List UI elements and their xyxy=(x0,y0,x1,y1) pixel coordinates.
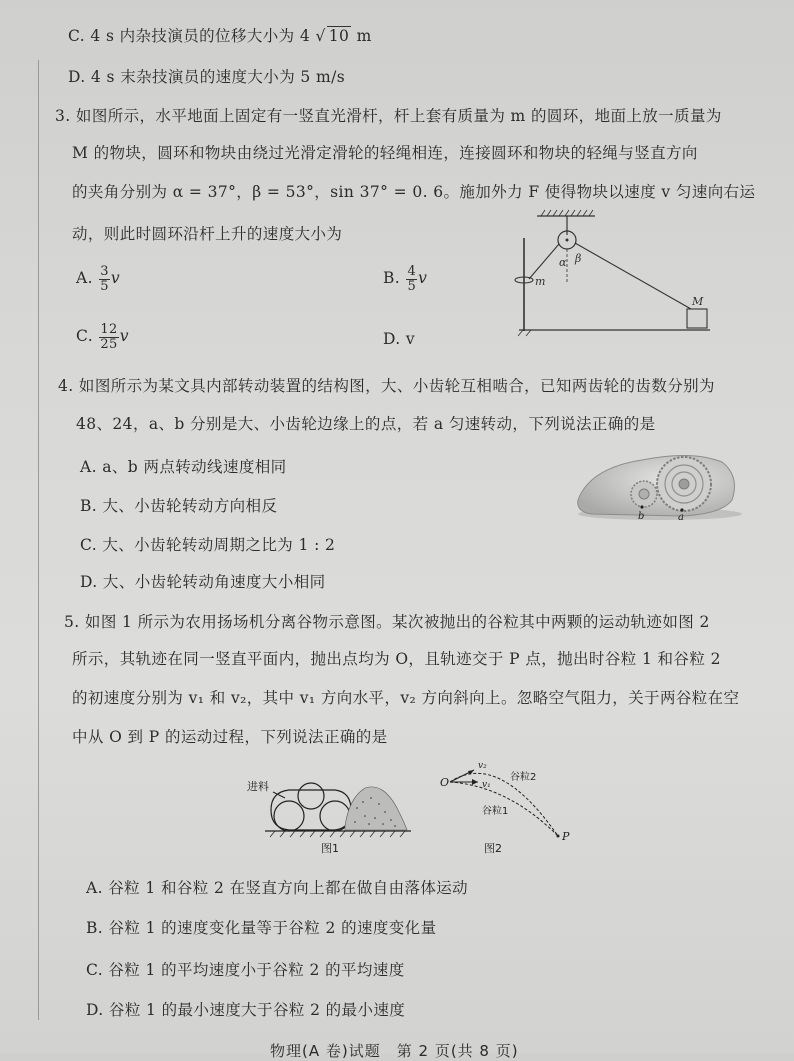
q5-fig1-winnower xyxy=(245,768,415,856)
block-M xyxy=(687,309,707,328)
q3-stem-line2: M 的物块，圆环和物块由绕过光滑定滑轮的轻绳相连，连接圆环和物块的轻绳与竖直方向 xyxy=(72,144,698,162)
q4-stem-line1: 4. 如图所示为某文具内部转动装置的结构图，大、小齿轮互相啮合，已知两齿轮的齿数分别为 xyxy=(58,377,715,395)
point-P-label: P xyxy=(562,830,570,843)
q3-stem-line4: 动，则此时圆环沿杆上升的速度大小为 xyxy=(72,225,343,243)
q5-option-d: D. 谷粒 1 的最小速度大于谷粒 2 的最小速度 xyxy=(86,1001,406,1019)
q3-option-c: C. $\frac{12}{25}$ v xyxy=(76,322,129,352)
q3-stem-line1: 3. 如图所示，水平地面上固定有一竖直光滑杆，杆上套有质量为 m 的圆环，地面上放一质量为 xyxy=(55,107,722,125)
left-roller xyxy=(274,801,304,831)
q4-option-a: A. a、b 两点转动线速度相同 xyxy=(80,458,287,476)
q5-stem-line4: 中从 O 到 P 的运动过程，下列说法正确的是 xyxy=(72,728,388,746)
trajectory-grain2 xyxy=(450,773,558,836)
beta-label: β xyxy=(575,252,582,265)
page-footer: 物理(A 卷)试题 第 2 页(共 8 页) xyxy=(270,1042,519,1060)
q3-option-a: A. $\frac{3}{5}$ v xyxy=(76,264,121,294)
block-label: M xyxy=(692,295,704,308)
alpha-label: α xyxy=(559,256,567,269)
q5-option-b: B. 谷粒 1 的速度变化量等于谷粒 2 的速度变化量 xyxy=(86,919,437,937)
point-O-label: O xyxy=(440,776,450,789)
q4-stem-line2: 48、24，a、b 分别是大、小齿轮边缘上的点，若 a 匀速转动，下列说法正确的是 xyxy=(76,415,656,433)
rope-to-block xyxy=(575,243,691,309)
q4-option-d: D. 大、小齿轮转动角速度大小相同 xyxy=(80,573,326,591)
q2-option-d: D. 4 s 末杂技演员的速度大小为 5 m/s xyxy=(68,68,346,86)
q4-option-c: C. 大、小齿轮转动周期之比为 1 : 2 xyxy=(80,536,336,554)
fig2-caption: 图2 xyxy=(484,842,502,855)
top-roller xyxy=(298,783,324,809)
q3-option-b: B. $\frac{4}{5}$ v xyxy=(383,264,428,294)
point-a-label: a xyxy=(678,512,684,522)
q5-stem-line1: 5. 如图 1 所示为农用扬场机分离谷物示意图。某次被抛出的谷粒其中两颗的运动轨迹如图 2 xyxy=(64,613,710,631)
grain-pile xyxy=(345,787,407,830)
grain2-label: 谷粒2 xyxy=(510,772,537,783)
q3-pulley-diagram xyxy=(495,208,720,340)
q3-option-d: D. v xyxy=(383,330,416,348)
fraction: $\frac{12}{25}$ xyxy=(100,322,118,352)
fig1-caption: 图1 xyxy=(321,842,339,855)
margin-rule xyxy=(38,60,39,1020)
q4-option-b: B. 大、小齿轮转动方向相反 xyxy=(80,497,278,515)
q5-option-c: C. 谷粒 1 的平均速度小于谷粒 2 的平均速度 xyxy=(86,961,405,979)
ring-label: m xyxy=(535,275,546,288)
v1-label: v₁ xyxy=(482,780,491,790)
feed-label: 进料 xyxy=(247,780,269,793)
grain1-label: 谷粒1 xyxy=(482,806,509,817)
rope-to-ring xyxy=(529,244,559,279)
q2-option-c: C. 4 s 内杂技演员的位移大小为 4 √ 10 m xyxy=(68,27,372,45)
fraction: $\frac{3}{5}$ xyxy=(100,264,109,294)
point-b-label: b xyxy=(638,511,645,522)
q4-gear-photo xyxy=(572,440,742,522)
q3-stem-line3: 的夹角分别为 α = 37°，β = 53°，sin 37° = 0. 6。施加外力 F 使得物块以速度 v 匀速向右运 xyxy=(72,183,756,201)
fraction: $\frac{4}{5}$ xyxy=(407,264,417,294)
q5-fig2-trajectories xyxy=(438,756,578,856)
sqrt-symbol: √ 10 xyxy=(315,27,350,45)
point-b-marker xyxy=(640,505,643,508)
q5-stem-line3: 的初速度分别为 v₁ 和 v₂，其中 v₁ 方向水平，v₂ 方向斜向上。忽略空气阻力，关于两谷粒在空 xyxy=(72,689,740,707)
q5-option-a: A. 谷粒 1 和谷粒 2 在竖直方向上都在做自由落体运动 xyxy=(86,879,469,897)
v2-label: v₂ xyxy=(478,761,487,771)
q5-stem-line2: 所示，其轨迹在同一竖直平面内，抛出点均为 O，且轨迹交于 P 点，抛出时谷粒 1 和谷粒 2 xyxy=(72,650,721,668)
